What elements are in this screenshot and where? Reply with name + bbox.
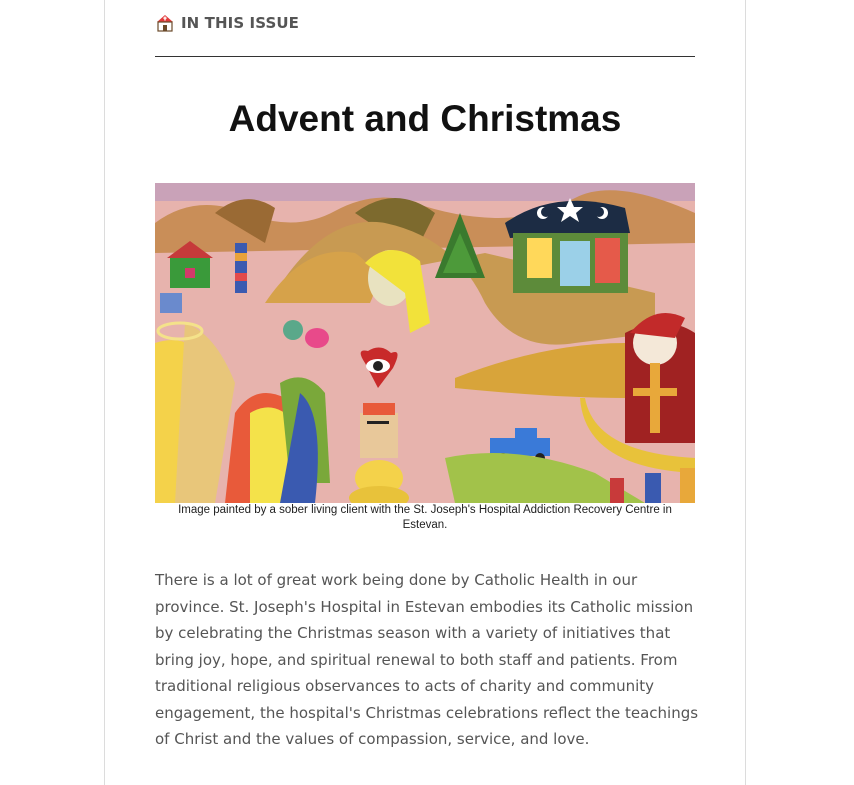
article-title: Advent and Christmas: [228, 98, 622, 139]
article-painting: [155, 183, 695, 503]
divider: [155, 56, 695, 57]
article-body: There is a lot of great work being done by Catholic Health in our province. St. Joseph's Hospital in Estevan embodies its Catholic mission by celebrating the Christmas season with a variety of initiatives that bring joy, hope, and spiritual renewal to both staff and patients. From traditional religious observances to acts of charity and community engagement, the hospital's Christmas celebrations reflect the teachings of Christ and the values of compassion, service, and love.: [155, 571, 699, 748]
church-icon: [155, 13, 175, 33]
image-caption: Image painted by a sober living client with the St. Joseph's Hospital Addiction Recovery Centre in Estevan.: [178, 504, 672, 531]
section-label-text: IN THIS ISSUE: [181, 14, 299, 32]
section-header: [155, 12, 299, 34]
